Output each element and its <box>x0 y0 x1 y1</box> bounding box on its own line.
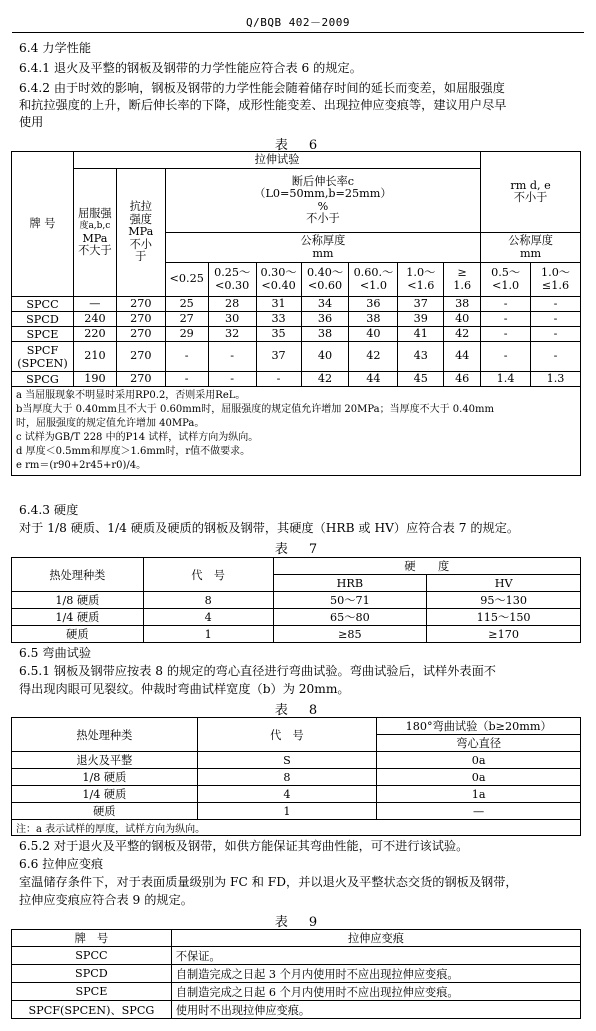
table-row <box>12 1001 581 1019</box>
table7-cell: 1/8 硬质 <box>12 592 144 609</box>
value-cell: - <box>531 327 581 342</box>
table9-header-mark: 拉伸应变痕 <box>171 930 580 947</box>
table7-header-treat: 热处理种类 <box>12 558 144 592</box>
table-row <box>12 983 581 1001</box>
table-row <box>12 372 581 387</box>
grade-cell: SPCG <box>12 372 74 387</box>
r-col-1 <box>531 263 581 297</box>
value-cell: - <box>481 297 531 312</box>
thick-col-0-a: <0.25 <box>169 272 204 286</box>
para-6-4-2-line2: 和抗拉强度的上升，断后伸长率的下降，成形性能变差、出现拉伸应变痕等，建议用户尽早 <box>19 98 507 112</box>
para-6-4-2-line3: 使用 <box>19 115 44 129</box>
table7-caption: 表 7 <box>274 542 322 557</box>
footnote-a: a 当屈服现象不明显时采用RP0.2，否则采用ReL。 <box>16 390 246 401</box>
table7-cell: 95～130 <box>427 592 581 609</box>
value-cell: - <box>208 342 256 372</box>
grade-cell: SPCD <box>12 312 74 327</box>
para-6-5-1-line2: 得出现肉眼可见裂纹。仲裁时弯曲试样宽度（b）为 20mm。 <box>19 682 350 696</box>
table7-cell: 115～150 <box>427 609 581 626</box>
thick-l1: 公称厚度 <box>300 234 346 247</box>
table-row <box>12 626 581 643</box>
value-cell: 33 <box>256 312 301 327</box>
table8-cell: 1/4 硬质 <box>12 786 198 803</box>
thick-col-4 <box>349 263 398 297</box>
table7-cell: 1 <box>143 626 273 643</box>
para-6-4-2-line1: 6.4.2 由于时效的影响，钢板及钢带的力学性能会随着储存时间的延长而变差，如屈服强度 <box>19 81 505 95</box>
table-row <box>12 342 581 372</box>
value-cell: 240 <box>73 312 116 327</box>
ts-l1: 抗拉 <box>129 200 152 214</box>
value-cell: 38 <box>444 297 481 312</box>
thick-col-1 <box>208 263 256 297</box>
table8-cell: — <box>377 803 581 820</box>
value-cell: 37 <box>398 297 444 312</box>
value-cell: - <box>531 312 581 327</box>
para-6-5-2: 6.5.2 对于退火及平整的钢板及钢带，如供方能保证其弯曲性能，可不进行该试验。 <box>19 839 469 853</box>
table8-header-diameter: 弯心直径 <box>377 735 581 752</box>
ts-l4: 不小 <box>129 237 152 251</box>
table6-header-rm <box>481 152 581 233</box>
table6-header-grade: 牌 号 <box>12 152 74 297</box>
thick-col-0 <box>165 263 208 297</box>
value-cell: 30 <box>208 312 256 327</box>
table8 <box>11 717 581 836</box>
table8-cell: 8 <box>197 769 377 786</box>
table9-grade-cell: SPCD <box>12 965 172 983</box>
table9-body <box>12 947 581 1019</box>
elong-l1: 断后伸长率c <box>291 174 355 188</box>
table7-body <box>12 592 581 643</box>
yield-l4: 不大于 <box>78 244 112 257</box>
value-cell: 36 <box>349 297 398 312</box>
table8-cell: 4 <box>197 786 377 803</box>
table7 <box>11 557 581 643</box>
value-cell: 270 <box>116 342 165 372</box>
elong-l2: （L0=50mm,b=25mm） <box>254 187 392 200</box>
table7-cell: ≥170 <box>427 626 581 643</box>
table8-caption: 表 8 <box>274 703 322 718</box>
table9-grade-cell: SPCF(SPCEN)、SPCG <box>12 1001 172 1019</box>
table9-grade-cell: SPCC <box>12 947 172 965</box>
value-cell: 270 <box>116 297 165 312</box>
table6-header-tensile: 拉伸试验 <box>73 152 480 169</box>
para-6-5-1-line1: 6.5.1 钢板及钢带应按表 8 的规定的弯心直径进行弯曲试验。弯曲试验后，试样外表面不 <box>19 664 496 678</box>
footnote-e: e rm＝(r90+2r45+r0)/4。 <box>16 460 147 471</box>
table8-cell: 退火及平整 <box>12 752 198 769</box>
table8-cell: 1a <box>377 786 581 803</box>
r-col-1-a: 1.0～ <box>541 266 570 279</box>
value-cell: 43 <box>398 342 444 372</box>
table6-header-r-thickness <box>481 233 581 263</box>
table7-cell: 8 <box>143 592 273 609</box>
table9-mark-cell: 不保证。 <box>171 947 580 965</box>
thick-col-5-b: <1.6 <box>407 278 435 292</box>
table-row <box>12 312 581 327</box>
table7-cell: ≥85 <box>273 626 427 643</box>
table8-cell: 1/8 硬质 <box>12 769 198 786</box>
elong-l3: % <box>317 199 329 213</box>
para-6-6-line2: 拉伸应变痕应符合表 9 的规定。 <box>19 893 193 907</box>
grade-cell: SPCF (SPCEN) <box>12 342 74 372</box>
thick-col-4-a: 0.60.～ <box>353 266 394 279</box>
value-cell: 190 <box>73 372 116 387</box>
table9-grade-cell: SPCE <box>12 983 172 1001</box>
thick-col-3-b: <0.60 <box>307 278 343 292</box>
value-cell: 29 <box>165 327 208 342</box>
thick-l2: mm <box>312 246 334 260</box>
table8-cell: 硬质 <box>12 803 198 820</box>
thick-col-1-b: <0.30 <box>214 278 250 292</box>
value-cell: 38 <box>301 327 349 342</box>
table8-header-bend: 180°弯曲试验（b≥20mm） <box>377 718 581 735</box>
thick-col-5 <box>398 263 444 297</box>
table7-cell: 4 <box>143 609 273 626</box>
value-cell: 37 <box>256 342 301 372</box>
yield-l1: 屈服强 <box>78 206 112 220</box>
table6-header-tensile-strength <box>116 169 165 297</box>
table9-caption: 表 9 <box>274 915 322 930</box>
r-col-1-b: ≤1.6 <box>541 278 570 292</box>
table8-cell: 0a <box>377 752 581 769</box>
value-cell: 34 <box>301 297 349 312</box>
table6 <box>11 151 581 476</box>
value-cell: 32 <box>208 327 256 342</box>
value-cell: 40 <box>444 312 481 327</box>
value-cell: 28 <box>208 297 256 312</box>
value-cell: 270 <box>116 372 165 387</box>
thick-col-6-a: ≥ <box>457 266 467 279</box>
section-6-6-title: 6.6 拉伸应变痕 <box>19 857 104 871</box>
value-cell: 40 <box>349 327 398 342</box>
table7-cell: 硬质 <box>12 626 144 643</box>
table7-cell: 65～80 <box>273 609 427 626</box>
value-cell: - <box>481 327 531 342</box>
value-cell: - <box>481 342 531 372</box>
table-row <box>12 769 581 786</box>
table7-cell: 50～71 <box>273 592 427 609</box>
document-header: Q/BQB 402－2009 <box>245 16 351 29</box>
grade-cell: SPCE <box>12 327 74 342</box>
value-cell: - <box>165 342 208 372</box>
table6-body <box>12 297 581 387</box>
thick-col-5-a: 1.0～ <box>406 266 436 279</box>
table8-header-code: 代 号 <box>197 718 377 752</box>
para-6-6-line1: 室温储存条件下，对于表面质量级别为 FC 和 FD，并以退火及平整状态交货的钢板及钢带， <box>19 875 518 889</box>
value-cell: 45 <box>398 372 444 387</box>
table-row <box>12 327 581 342</box>
table7-cell: 1/4 硬质 <box>12 609 144 626</box>
value-cell: 42 <box>444 327 481 342</box>
value-cell: 41 <box>398 327 444 342</box>
value-cell: 36 <box>301 312 349 327</box>
value-cell: 39 <box>398 312 444 327</box>
section-6-4-3-title: 6.4.3 硬度 <box>19 503 79 517</box>
table6-footnotes <box>12 387 581 476</box>
table-row <box>12 947 581 965</box>
table6-rm-symbol: rm d, e <box>510 178 551 192</box>
table9-header-grade: 牌 号 <box>12 930 172 947</box>
table9-mark-cell: 使用时不出现拉伸应变痕。 <box>171 1001 580 1019</box>
header-rule <box>12 32 584 33</box>
table8-cell: S <box>197 752 377 769</box>
table-row <box>12 965 581 983</box>
value-cell: 42 <box>349 342 398 372</box>
table7-header-code: 代 号 <box>143 558 273 592</box>
table-row <box>12 786 581 803</box>
value-cell: - <box>531 297 581 312</box>
ts-l3: MPa <box>128 225 154 239</box>
thick-col-6 <box>444 263 481 297</box>
value-cell: 270 <box>116 312 165 327</box>
value-cell: 1.3 <box>531 372 581 387</box>
value-cell: 42 <box>301 372 349 387</box>
value-cell: 27 <box>165 312 208 327</box>
thick-col-2 <box>256 263 301 297</box>
ts-l5: 于 <box>135 250 147 264</box>
value-cell: 46 <box>444 372 481 387</box>
footnote-b-1: b当厚度大于 0.40mm且不大于 0.60mm时，屈服强度的规定值允许增加 20MPa；当厚度不大于 0.40mm <box>16 404 495 415</box>
table8-note: 注：a 表示试样的厚度，试样方向为纵向。 <box>12 820 581 836</box>
thick-col-4-b: <1.0 <box>359 278 387 292</box>
value-cell: 1.4 <box>481 372 531 387</box>
value-cell: 25 <box>165 297 208 312</box>
grade-cell: SPCC <box>12 297 74 312</box>
yield-l3: MPa <box>82 231 108 245</box>
value-cell: 40 <box>301 342 349 372</box>
thick-col-2-b: <0.40 <box>261 278 296 292</box>
thick-col-3-a: 0.40～ <box>306 266 344 279</box>
r-col-0-a: 0.5～ <box>491 266 521 279</box>
thick-col-6-b: 1.6 <box>453 278 472 292</box>
rthick-l2: mm <box>519 246 542 260</box>
rthick-l1: 公称厚度 <box>508 234 553 247</box>
table8-cell: 1 <box>197 803 377 820</box>
r-col-0-b: <1.0 <box>491 278 520 292</box>
table8-body <box>12 752 581 820</box>
table9-mark-cell: 自制造完成之日起 3 个月内使用时不应出现拉伸应变痕。 <box>171 965 580 983</box>
table-row <box>12 592 581 609</box>
section-6-4-title: 6.4 力学性能 <box>19 41 92 55</box>
value-cell: 31 <box>256 297 301 312</box>
table7-header-hrb: HRB <box>273 575 427 592</box>
para-6-4-1: 6.4.1 退火及平整的钢板及钢带的力学性能应符合表 6 的规定。 <box>19 61 362 75</box>
para-6-4-3: 对于 1/8 硬质、1/4 硬质及硬质的钢板及钢带，其硬度（HRB 或 HV）应符合表 7 的规定。 <box>19 521 520 535</box>
value-cell: - <box>481 312 531 327</box>
value-cell: - <box>208 372 256 387</box>
value-cell: 38 <box>349 312 398 327</box>
value-cell: 35 <box>256 327 301 342</box>
footnote-b-2: 时，屈服强度的规定值允许增加 40MPa。 <box>16 418 205 429</box>
value-cell: - <box>531 342 581 372</box>
section-6-5-title: 6.5 弯曲试验 <box>19 646 92 660</box>
elong-l4: 不小于 <box>306 212 340 225</box>
footnote-d: d 厚度＜0.5mm和厚度＞1.6mm时，r值不做要求。 <box>16 446 251 457</box>
table-row <box>12 297 581 312</box>
value-cell: 220 <box>73 327 116 342</box>
value-cell: 44 <box>349 372 398 387</box>
ts-l2: 强度 <box>129 212 152 226</box>
table6-header-yield <box>73 169 116 297</box>
table8-cell: 0a <box>377 769 581 786</box>
table8-header-treat: 热处理种类 <box>12 718 198 752</box>
table7-header-hv: HV <box>427 575 581 592</box>
table6-header-elongation <box>165 169 480 233</box>
yield-l2: 度a,b,c <box>79 221 111 231</box>
value-cell: - <box>165 372 208 387</box>
table6-header-thickness <box>165 233 480 263</box>
value-cell: 44 <box>444 342 481 372</box>
r-col-0 <box>481 263 531 297</box>
table6-caption: 表 6 <box>274 138 322 153</box>
thick-col-3 <box>301 263 349 297</box>
footnote-c: c 试样为GB/T 228 中的P14 试样，试样方向为纵向。 <box>16 432 259 443</box>
table-row <box>12 752 581 769</box>
thick-col-1-a: 0.25～ <box>214 266 251 279</box>
value-cell: — <box>73 297 116 312</box>
thick-col-2-a: 0.30～ <box>260 266 297 279</box>
value-cell: 270 <box>116 327 165 342</box>
table9 <box>11 929 581 1019</box>
table6-rm-label: 不小于 <box>513 191 548 204</box>
table9-mark-cell: 自制造完成之日起 6 个月内使用时不应出现拉伸应变痕。 <box>171 983 580 1001</box>
value-cell: - <box>256 372 301 387</box>
table-row <box>12 803 581 820</box>
table7-header-hardness: 硬 度 <box>273 558 580 575</box>
table-row <box>12 609 581 626</box>
value-cell: 210 <box>73 342 116 372</box>
